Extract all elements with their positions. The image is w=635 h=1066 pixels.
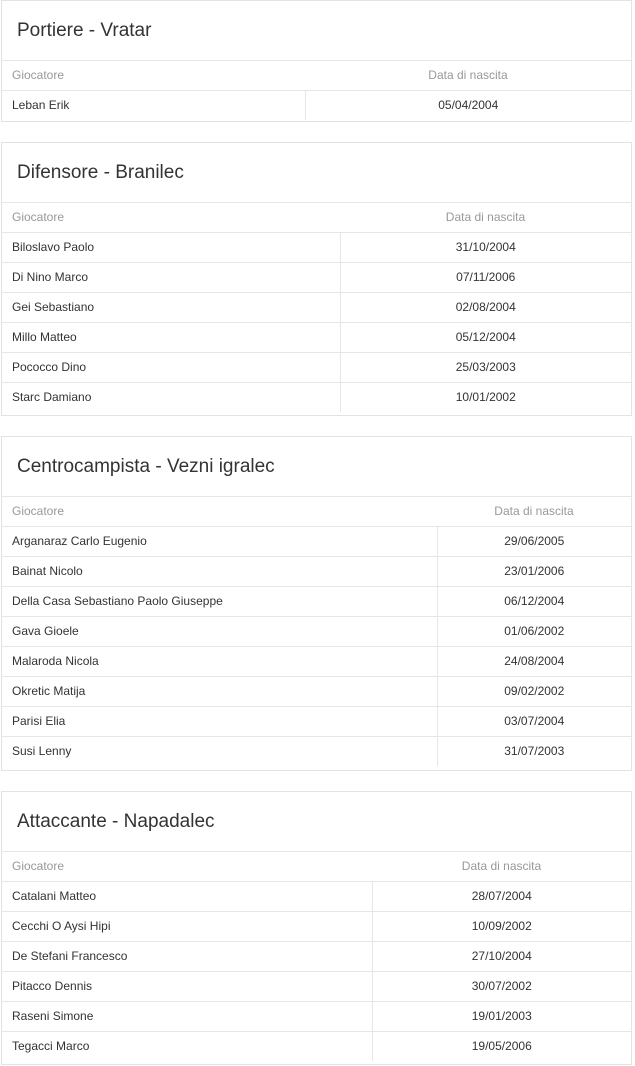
player-birthdate: 06/12/2004 — [437, 586, 631, 616]
section-portiere — [1, 0, 632, 122]
player-birthdate: 23/01/2006 — [437, 556, 631, 586]
player-birthdate: 27/10/2004 — [372, 941, 631, 971]
section-title: Centrocampista - Vezni igralec — [2, 437, 631, 497]
table-row — [2, 586, 631, 616]
player-name: Leban Erik — [12, 98, 70, 113]
section-title: Attaccante - Napadalec — [2, 792, 631, 852]
table-row — [2, 736, 631, 766]
column-header-player: Giocatore — [2, 203, 340, 232]
table-row — [2, 382, 631, 412]
table-row — [2, 911, 631, 941]
section-difensore — [1, 142, 632, 416]
table-row — [2, 881, 631, 911]
player-name: Raseni Simone — [2, 1001, 372, 1031]
player-birthdate: 03/07/2004 — [437, 706, 631, 736]
player-birthdate: 05/04/2004 — [305, 90, 631, 120]
player-birthdate: 05/12/2004 — [340, 322, 631, 352]
table-row — [2, 556, 631, 586]
table-row — [2, 292, 631, 322]
player-name: Gei Sebastiano — [2, 292, 340, 322]
player-birthdate: 29/06/2005 — [437, 526, 631, 556]
section-title: Portiere - Vratar — [2, 1, 631, 61]
table-row — [2, 232, 631, 262]
table-row — [2, 352, 631, 382]
table-row — [2, 90, 631, 120]
table-row — [2, 1031, 631, 1061]
player-birthdate: 09/02/2002 — [437, 676, 631, 706]
table-row — [2, 646, 631, 676]
player-name: Parisi Elia — [2, 706, 437, 736]
player-birthdate: 07/11/2006 — [340, 262, 631, 292]
table-row — [2, 706, 631, 736]
table-row — [2, 941, 631, 971]
table-row — [2, 616, 631, 646]
column-header-player: Giocatore — [2, 852, 372, 881]
player-birthdate: 31/10/2004 — [340, 232, 631, 262]
table-row — [2, 262, 631, 292]
player-name: Tegacci Marco — [2, 1031, 372, 1061]
player-name: De Stefani Francesco — [2, 941, 372, 971]
player-birthdate: 19/05/2006 — [372, 1031, 631, 1061]
player-name: Cecchi O Aysi Hipi — [2, 911, 372, 941]
player-name: Pitacco Dennis — [2, 971, 372, 1001]
player-name: Arganaraz Carlo Eugenio — [12, 534, 147, 548]
section-centrocampista — [1, 436, 632, 771]
table-row — [2, 322, 631, 352]
players-table — [2, 203, 631, 412]
player-name: Di Nino Marco — [2, 262, 340, 292]
column-header-birthdate: Data di nascita — [437, 497, 631, 526]
section-title: Difensore - Branilec — [2, 143, 631, 203]
table-header-row — [2, 203, 631, 232]
player-birthdate: 30/07/2002 — [372, 971, 631, 1001]
player-name: Della Casa Sebastiano Paolo Giuseppe — [2, 586, 437, 616]
player-name: Susi Lenny — [2, 736, 437, 766]
column-header-birthdate: Data di nascita — [340, 203, 631, 232]
column-header-player: Giocatore — [2, 61, 305, 90]
player-birthdate: 19/01/2003 — [372, 1001, 631, 1031]
player-name: Catalani Matteo — [12, 889, 97, 903]
table-header-row — [2, 497, 631, 526]
player-name: Gava Gioele — [2, 616, 437, 646]
player-birthdate: 01/06/2002 — [437, 616, 631, 646]
section-attaccante — [1, 791, 632, 1065]
column-header-player: Giocatore — [2, 497, 437, 526]
players-table — [2, 852, 631, 1061]
table-header-row — [2, 852, 631, 881]
player-name: Biloslavo Paolo — [12, 240, 95, 254]
player-birthdate: 24/08/2004 — [437, 646, 631, 676]
table-header-row — [2, 61, 631, 90]
column-header-birthdate: Data di nascita — [372, 852, 631, 881]
table-row — [2, 526, 631, 556]
player-name: Malaroda Nicola — [2, 646, 437, 676]
player-birthdate: 02/08/2004 — [340, 292, 631, 322]
player-name: Millo Matteo — [2, 322, 340, 352]
player-birthdate: 10/09/2002 — [372, 911, 631, 941]
players-table — [2, 497, 631, 766]
player-name: Okretic Matija — [2, 676, 437, 706]
player-birthdate: 10/01/2002 — [340, 382, 631, 412]
player-name: Starc Damiano — [2, 382, 340, 412]
column-header-birthdate: Data di nascita — [305, 61, 631, 90]
player-birthdate: 31/07/2003 — [437, 736, 631, 766]
table-row — [2, 971, 631, 1001]
player-birthdate: 25/03/2003 — [340, 352, 631, 382]
player-birthdate: 28/07/2004 — [372, 881, 631, 911]
player-name: Pococco Dino — [2, 352, 340, 382]
players-table — [2, 61, 631, 120]
table-row — [2, 676, 631, 706]
table-row — [2, 1001, 631, 1031]
player-name: Bainat Nicolo — [2, 556, 437, 586]
